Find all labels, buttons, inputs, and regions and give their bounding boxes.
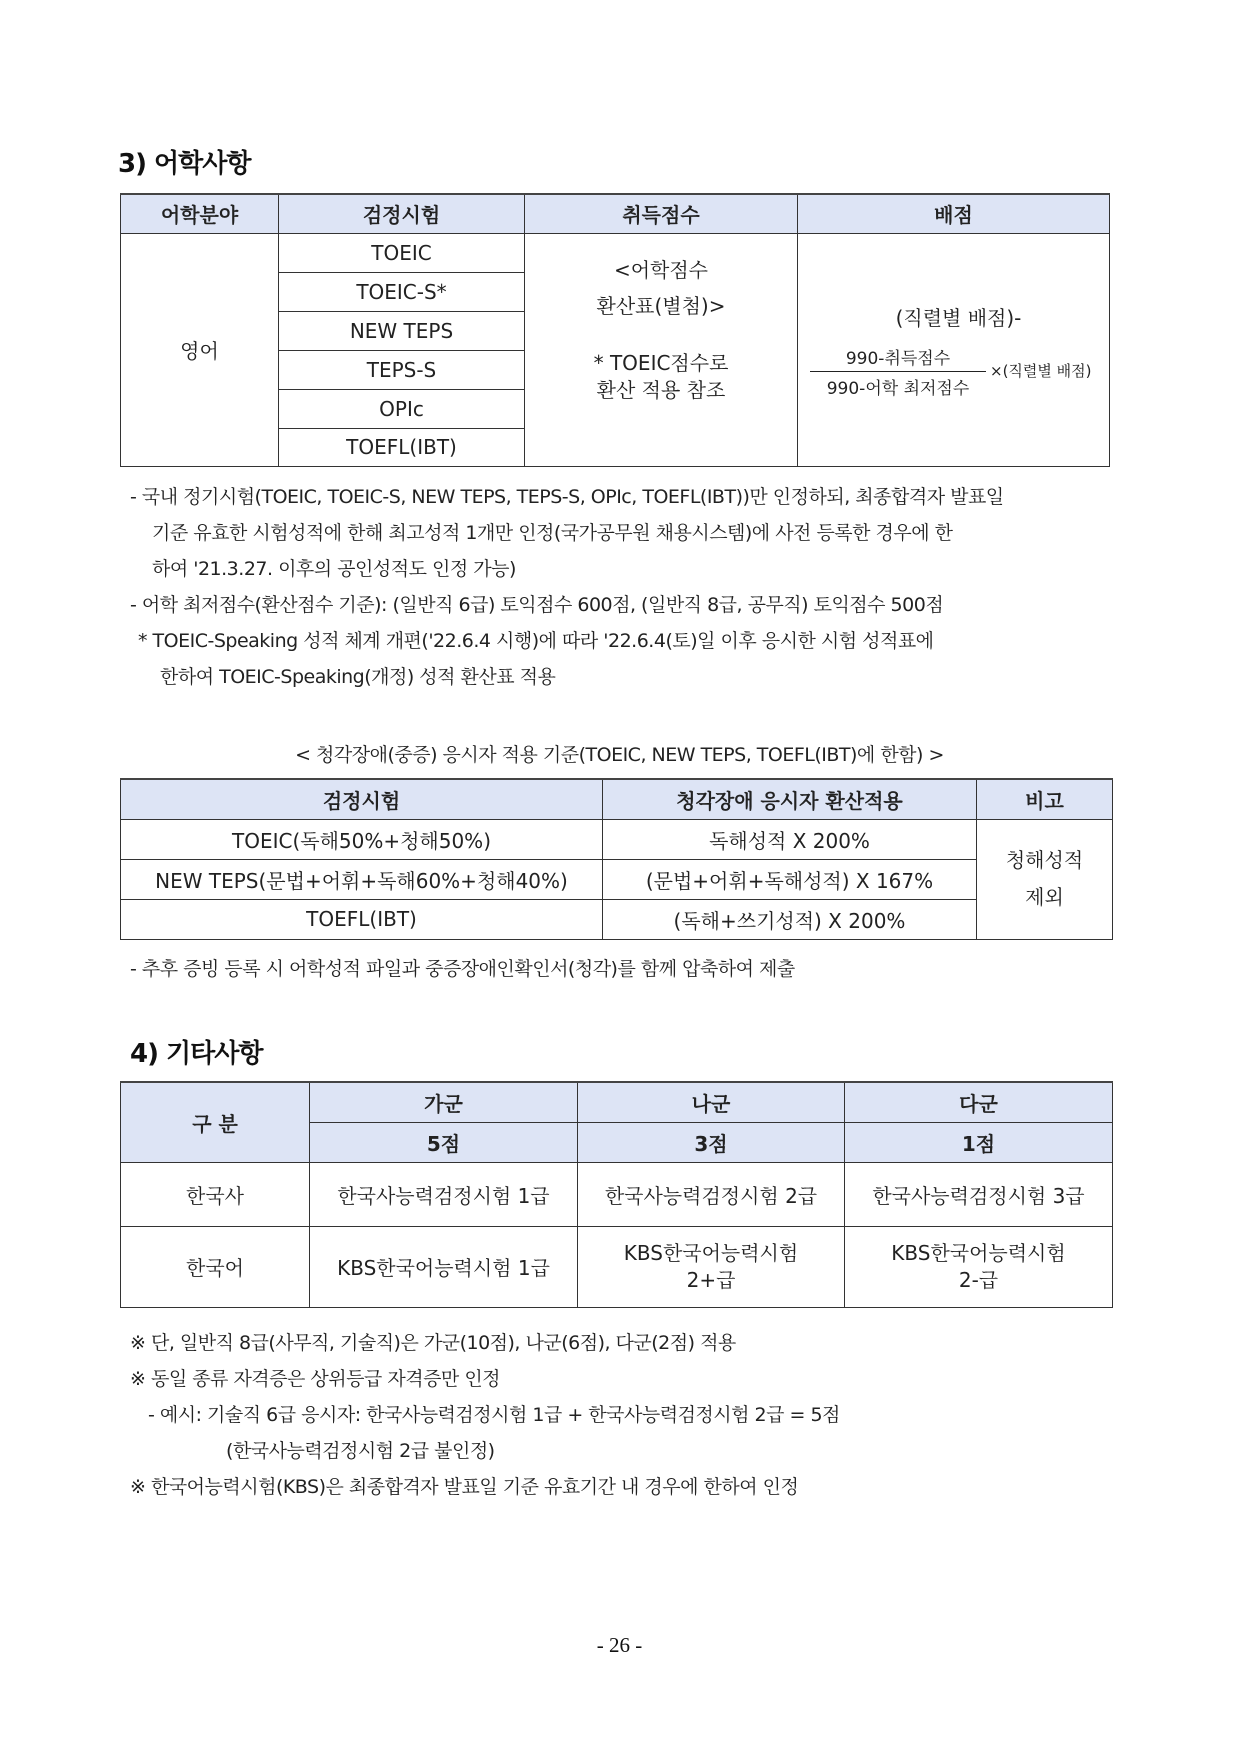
score-cell bbox=[525, 233, 798, 466]
header-exam: 검정시험 bbox=[279, 194, 525, 233]
header-remark: 비고 bbox=[977, 779, 1113, 819]
header-group-a: 가군 bbox=[310, 1082, 578, 1122]
score-line: 환산표(별첨)> bbox=[596, 293, 726, 318]
header-exam: 검정시험 bbox=[121, 779, 603, 819]
remark-cell bbox=[977, 819, 1113, 939]
exam-cell: NEW TEPS bbox=[279, 311, 525, 350]
cert-cell: 한국사능력검정시험 3급 bbox=[845, 1162, 1113, 1226]
note-line: ※ 한국어능력시험(KBS)은 최종합격자 발표일 기준 유효기간 내 경우에 한하여 인정 bbox=[130, 1476, 799, 1498]
exam-cell: OPIc bbox=[279, 389, 525, 428]
exam-cell: TOEIC-S* bbox=[279, 272, 525, 311]
note-line: ※ 동일 종류 자격증은 상위등급 자격증만 인정 bbox=[130, 1368, 501, 1390]
note-line: 기준 유효한 시험성적에 한해 최고성적 1개만 인정(국가공무원 채용시스템)에 사전 등록한 경우에 한 bbox=[152, 522, 953, 544]
cert-line: 2+급 bbox=[686, 1267, 736, 1292]
note-line: - 어학 최저점수(환산점수 기준): (일반직 6급) 토익점수 600점, (일반직 8급, 공무직) 토익점수 500점 bbox=[130, 594, 944, 616]
exam-cell: TOEIC bbox=[279, 233, 525, 272]
page-number: - 26 - bbox=[596, 1633, 643, 1657]
table-row bbox=[121, 1226, 1113, 1307]
cert-cell: 한국사능력검정시험 1급 bbox=[310, 1162, 578, 1226]
cert-line: 2-급 bbox=[958, 1267, 999, 1292]
table-row bbox=[121, 899, 1113, 939]
exam-cell: TOEIC(독해50%+청해50%) bbox=[121, 819, 603, 859]
header-points-a: 5점 bbox=[310, 1122, 578, 1162]
points-cell bbox=[798, 233, 1110, 466]
note-line: - 예시: 기술직 6급 응시자: 한국사능력검정시험 1급 + 한국사능력검정시험 2급 = 5점 bbox=[148, 1404, 840, 1426]
language-notes bbox=[130, 482, 1120, 692]
cert-cell bbox=[578, 1226, 845, 1307]
other-table bbox=[120, 1081, 1113, 1308]
conversion-cell: 독해성적 X 200% bbox=[603, 819, 977, 859]
note-line: ※ 단, 일반직 8급(사무직, 기술직)은 가군(10점), 나군(6점), 다군(2점) 적용 bbox=[130, 1332, 736, 1354]
field-cell: 영어 bbox=[121, 233, 279, 466]
conversion-cell: (문법+어휘+독해성적) X 167% bbox=[603, 859, 977, 899]
score-line: * TOEIC점수로 bbox=[593, 350, 729, 375]
header-corner: 구 분 bbox=[121, 1082, 310, 1162]
table-row bbox=[121, 233, 1110, 272]
language-table-header bbox=[121, 194, 1110, 233]
header-conversion: 청각장애 응시자 환산적용 bbox=[603, 779, 977, 819]
exam-cell: TEPS-S bbox=[279, 350, 525, 389]
section-title-language: 3) 어학사항 bbox=[118, 149, 251, 179]
table-row bbox=[121, 1162, 1113, 1226]
row-label: 한국어 bbox=[121, 1226, 310, 1307]
other-notes bbox=[130, 1328, 1120, 1508]
exam-cell: NEW TEPS(문법+어휘+독해60%+청해40%) bbox=[121, 859, 603, 899]
cert-cell bbox=[845, 1226, 1113, 1307]
fraction-numerator: 990-취득점수 bbox=[845, 348, 951, 369]
header-score: 취득점수 bbox=[525, 194, 798, 233]
hearing-note: - 추후 증빙 등록 시 어학성적 파일과 중증장애인확인서(청각)를 함께 압축하여 제출 bbox=[130, 958, 795, 980]
points-fraction bbox=[810, 344, 986, 399]
language-table bbox=[120, 193, 1110, 467]
header-group-c: 다군 bbox=[845, 1082, 1113, 1122]
hearing-caption: < 청각장애(중증) 응시자 적용 기준(TOEIC, NEW TEPS, TOEFL(IBT)에 한함) > bbox=[295, 744, 944, 766]
remark-line: 청해성적 bbox=[1005, 848, 1084, 872]
header-points-b: 3점 bbox=[578, 1122, 845, 1162]
header-group-b: 나군 bbox=[578, 1082, 845, 1122]
score-line: <어학점수 bbox=[613, 257, 709, 282]
points-top: (직렬별 배점)- bbox=[895, 305, 1022, 330]
remark-line: 제외 bbox=[1025, 885, 1064, 909]
other-table-header-groups bbox=[121, 1082, 1113, 1122]
section-title-other: 4) 기타사항 bbox=[130, 1039, 263, 1069]
note-line: (한국사능력검정시험 2급 불인정) bbox=[226, 1440, 495, 1462]
hearing-table bbox=[120, 778, 1113, 940]
row-label: 한국사 bbox=[121, 1162, 310, 1226]
header-field: 어학분야 bbox=[121, 194, 279, 233]
cert-line: KBS한국어능력시험 bbox=[623, 1240, 799, 1265]
hearing-table-header bbox=[121, 779, 1113, 819]
note-line: 한하여 TOEIC-Speaking(개정) 성적 환산표 적용 bbox=[160, 666, 556, 688]
header-points-c: 1점 bbox=[845, 1122, 1113, 1162]
note-line: * TOEIC-Speaking 성적 체계 개편('22.6.4 시행)에 따라 '22.6.4(토)일 이후 응시한 시험 성적표에 bbox=[138, 630, 934, 652]
cert-cell: KBS한국어능력시험 1급 bbox=[310, 1226, 578, 1307]
cert-cell: 한국사능력검정시험 2급 bbox=[578, 1162, 845, 1226]
note-line: 하여 '21.3.27. 이후의 공인성적도 인정 가능) bbox=[152, 558, 516, 580]
note-line: - 국내 정기시험(TOEIC, TOEIC-S, NEW TEPS, TEPS-S, OPIc, TOEFL(IBT))만 인정하되, 최종합격자 발표일 bbox=[130, 486, 1004, 508]
exam-cell: TOEFL(IBT) bbox=[121, 899, 603, 939]
conversion-cell: (독해+쓰기성적) X 200% bbox=[603, 899, 977, 939]
table-row bbox=[121, 859, 1113, 899]
table-row bbox=[121, 819, 1113, 859]
exam-cell: TOEFL(IBT) bbox=[279, 428, 525, 466]
score-line: 환산 적용 참조 bbox=[596, 377, 726, 402]
points-multiplier: ×(직렬별 배점) bbox=[990, 361, 1092, 380]
cert-line: KBS한국어능력시험 bbox=[891, 1240, 1066, 1265]
fraction-denominator: 990-어학 최저점수 bbox=[826, 378, 970, 399]
header-points: 배점 bbox=[798, 194, 1110, 233]
fraction-bar bbox=[810, 371, 986, 372]
